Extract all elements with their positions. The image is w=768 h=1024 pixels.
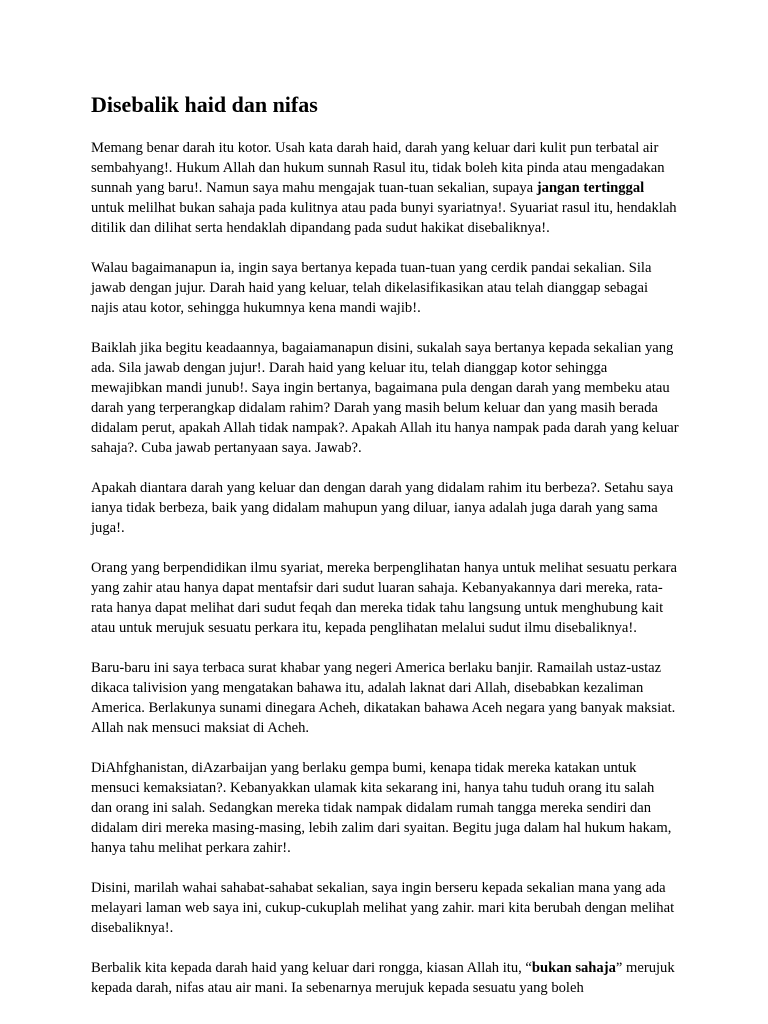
paragraph-text: ” merujuk kepada darah, nifas atau air mani. Ia sebenarnya merujuk kepada sesuatu yang boleh [91, 960, 675, 996]
body-paragraph [91, 258, 679, 318]
paragraph-text: Orang yang berpendidikan ilmu syariat, mereka berpenglihatan hanya untuk melihat sesuatu perkara yang zahir atau hanya dapat mentafsir dari sudut luaran sahaja. Kebanyakannya dari mereka, rata-rata hanya dapat melihat dari sudut feqah dan mereka tidak tahu langsung untuk menghubung kait atau untuk merujuk sesuatu perkara itu, kepada penglihatan melalui sudut ilmu disebaliknya!. [91, 560, 677, 636]
emphasis-text: jangan tertinggal [536, 180, 645, 196]
paragraph-text: Apakah diantara darah yang keluar dan dengan darah yang didalam rahim itu berbeza?. Setahu saya ianya tidak berbeza, baik yang didalam mahupun yang diluar, ianya adalah juga darah yang sama juga!. [91, 480, 674, 536]
body-paragraph [91, 478, 679, 538]
paragraph-text: Baru-baru ini saya terbaca surat khabar yang negeri America berlaku banjir. Ramailah ustaz-ustaz dikaca talivision yang mengatakan bahawa itu, adalah laknat dari Allah, disebabkan kezaliman America. Berlakunya sunami dinegara Acheh, dikatakan bahawa Aceh negara yang banyak maksiat. Allah nak mensuci maksiat di Acheh. [91, 660, 676, 736]
document-title: Disebalik haid dan nifas [91, 92, 318, 117]
paragraph-text: DiAhfghanistan, diAzarbaijan yang berlaku gempa bumi, kenapa tidak mereka katakan untuk mensuci kemaksiatan?. Kebanyakkan ulamak kita sekarang ini, hanya tahu tuduh orang itu salah dan orang ini salah. Sedangkan mereka tidak nampak didalam rumah tangga mereka sendiri dan didalam diri mereka masing-masing, lebih zalim dari syaitan. Begitu juga dalam hal hukum hakam, hanya tahu melihat perkara zahir!. [91, 760, 672, 856]
body-paragraph [91, 958, 679, 998]
paragraph-text: Berbalik kita kepada darah haid yang keluar dari rongga, kiasan Allah itu, “ [91, 960, 532, 976]
paragraph-text: Baiklah jika begitu keadaannya, bagaiamanapun disini, sukalah saya bertanya kepada sekalian yang ada. Sila jawab dengan jujur!. Darah haid yang keluar itu, telah dianggap kotor sehingga mewajibkan mandi junub!. Saya ingin bertanya, bagaimana pula dengan darah yang membeku atau darah yang terperangkap didalam rahim? Darah yang masih belum keluar dan yang masih berada didalam perut, apakah Allah tidak nampak?. Apakah Allah itu hanya nampak pada darah yang keluar sahaja?. Cuba jawab pertanyaan saya. Jawab?. [91, 340, 679, 456]
body-paragraph [91, 558, 679, 638]
body-paragraph [91, 658, 679, 738]
paragraph-text: Walau bagaimanapun ia, ingin saya bertanya kepada tuan-tuan yang cerdik pandai sekalian. Sila jawab dengan jujur. Darah haid yang keluar, telah dikelasifikasikan atau telah dianggap sebagai najis atau kotor, sehingga hukumnya kena mandi wajib!. [91, 260, 652, 316]
paragraph-text: Memang benar darah itu kotor. Usah kata darah haid, darah yang keluar dari kulit pun terbatal air sembahyang!. Hukum Allah dan hukum sunnah Rasul itu, tidak boleh kita pinda atau mengadakan sunnah yang baru!. Namun saya mahu mengajak tuan-tuan sekalian, supaya [91, 140, 665, 196]
body-paragraph [91, 878, 679, 938]
emphasis-text: bukan sahaja [531, 960, 616, 976]
body-paragraph [91, 338, 679, 458]
body-paragraph [91, 138, 679, 238]
paragraph-text: untuk melilhat bukan sahaja pada kulitnya atau pada bunyi syariatnya!. Syuariat rasul itu, hendaklah ditilik dan dilihat serta hendaklah dipandang pada sudut hakikat disebaliknya!. [91, 200, 677, 236]
body-paragraph [91, 758, 679, 858]
document-body [91, 92, 679, 1018]
paragraph-text: Disini, marilah wahai sahabat-sahabat sekalian, saya ingin berseru kepada sekalian mana yang ada melayari laman web saya ini, cukup-cukuplah melihat yang zahir. mari kita berubah dengan melihat disebaliknya!. [91, 880, 675, 936]
